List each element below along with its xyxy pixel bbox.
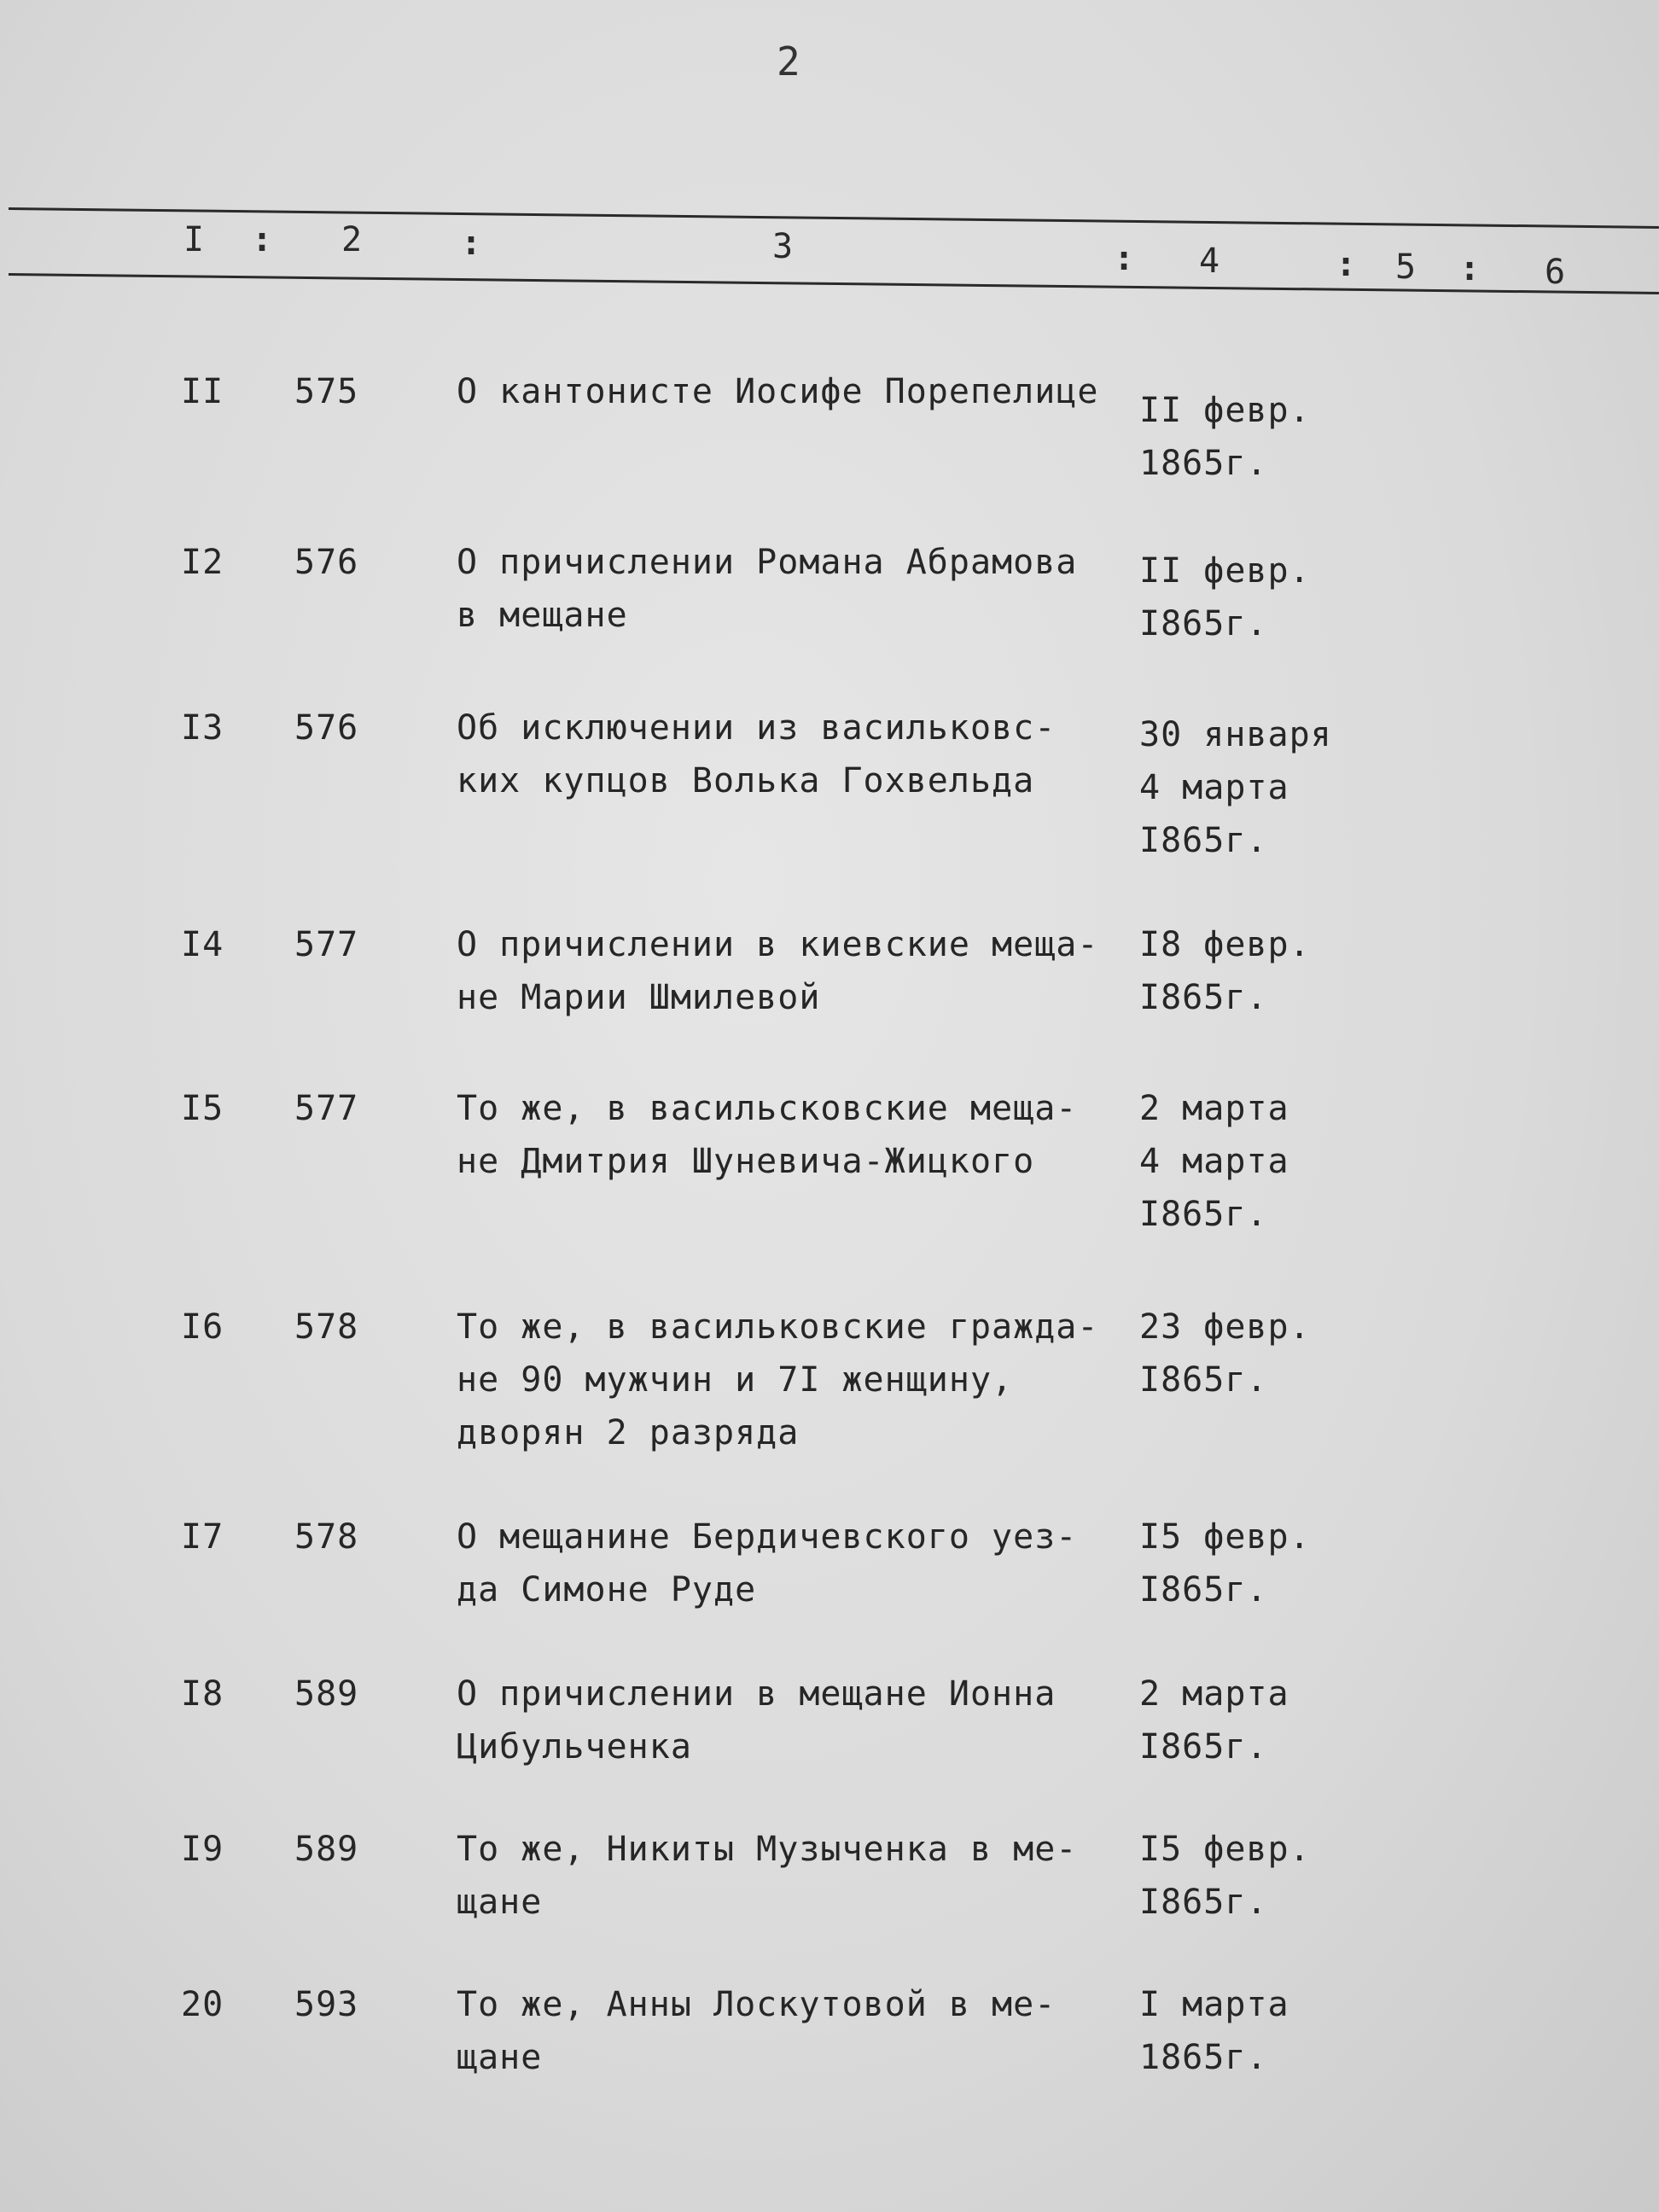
- entry-date: I5 февр. I865г.: [1139, 1517, 1311, 1610]
- column-header-6: 6: [1545, 253, 1566, 292]
- entry-date: 2 марта I865г.: [1139, 1674, 1289, 1767]
- column-header-4: 4: [1199, 242, 1220, 281]
- entry-file-number: 576: [294, 708, 359, 748]
- entry-number: I3: [181, 708, 224, 748]
- column-header-5: 5: [1395, 247, 1417, 287]
- entry-file-number: 578: [294, 1307, 359, 1347]
- entry-date: I8 февр. I865г.: [1139, 925, 1311, 1017]
- entry-date: 30 января 4 марта I865г.: [1139, 715, 1332, 860]
- column-header-1: I: [183, 220, 205, 259]
- entry-date: 2 марта 4 марта I865г.: [1139, 1089, 1289, 1234]
- entry-title: О мещанине Бердичевского уез- да Симоне Руде: [457, 1517, 1078, 1610]
- entry-number: I2: [181, 543, 224, 582]
- entry-date: II февр. 1865г.: [1139, 391, 1311, 483]
- column-separator: :: [1114, 239, 1135, 278]
- entry-title: То же, в васильковские гражда- не 90 мужчин и 7I женщину, дворян 2 разряда: [457, 1307, 1099, 1452]
- entry-number: I6: [181, 1307, 224, 1347]
- column-separator: :: [252, 220, 273, 259]
- entry-title: О причислении в киевские меща- не Марии Шмилевой: [457, 925, 1099, 1017]
- column-header-3: 3: [772, 227, 794, 266]
- column-separator: :: [461, 224, 482, 263]
- entry-file-number: 593: [294, 1985, 359, 2024]
- entry-number: I9: [181, 1830, 224, 1869]
- entry-file-number: 589: [294, 1674, 359, 1714]
- entry-number: I4: [181, 925, 224, 964]
- entry-file-number: 577: [294, 925, 359, 964]
- column-separator: :: [1459, 249, 1481, 288]
- entry-title: Об исключении из васильковс- ких купцов Волька Гохвельда: [457, 708, 1057, 800]
- column-header-2: 2: [341, 220, 363, 259]
- entry-date: I5 февр. I865г.: [1139, 1830, 1311, 1922]
- entry-date: II февр. I865г.: [1139, 551, 1311, 643]
- entry-number: 20: [181, 1985, 224, 2024]
- entry-title: О причислении Романа Абрамова в мещане: [457, 543, 1078, 635]
- entry-number: I5: [181, 1089, 224, 1128]
- entry-number: I7: [181, 1517, 224, 1557]
- entry-date: 23 февр. I865г.: [1139, 1307, 1311, 1400]
- column-separator: :: [1336, 245, 1357, 284]
- entry-title: То же, в васильсковские меща- не Дмитрия Шуневича-Жицкого: [457, 1089, 1078, 1181]
- page-number: 2: [777, 38, 800, 84]
- entry-file-number: 589: [294, 1830, 359, 1869]
- entry-file-number: 576: [294, 543, 359, 582]
- entry-file-number: 575: [294, 372, 359, 411]
- entry-file-number: 577: [294, 1089, 359, 1128]
- entry-number: II: [181, 372, 224, 411]
- entry-title: То же, Никиты Музыченка в ме- щане: [457, 1830, 1078, 1922]
- entry-title: То же, Анны Лоскутовой в ме- щане: [457, 1985, 1057, 2077]
- entry-title: О причислении в мещане Ионна Цибульченка: [457, 1674, 1057, 1767]
- entry-file-number: 578: [294, 1517, 359, 1557]
- entry-number: I8: [181, 1674, 224, 1714]
- entry-title: О кантонисте Иосифе Порепелице: [457, 372, 1099, 411]
- entry-date: I марта 1865г.: [1139, 1985, 1289, 2077]
